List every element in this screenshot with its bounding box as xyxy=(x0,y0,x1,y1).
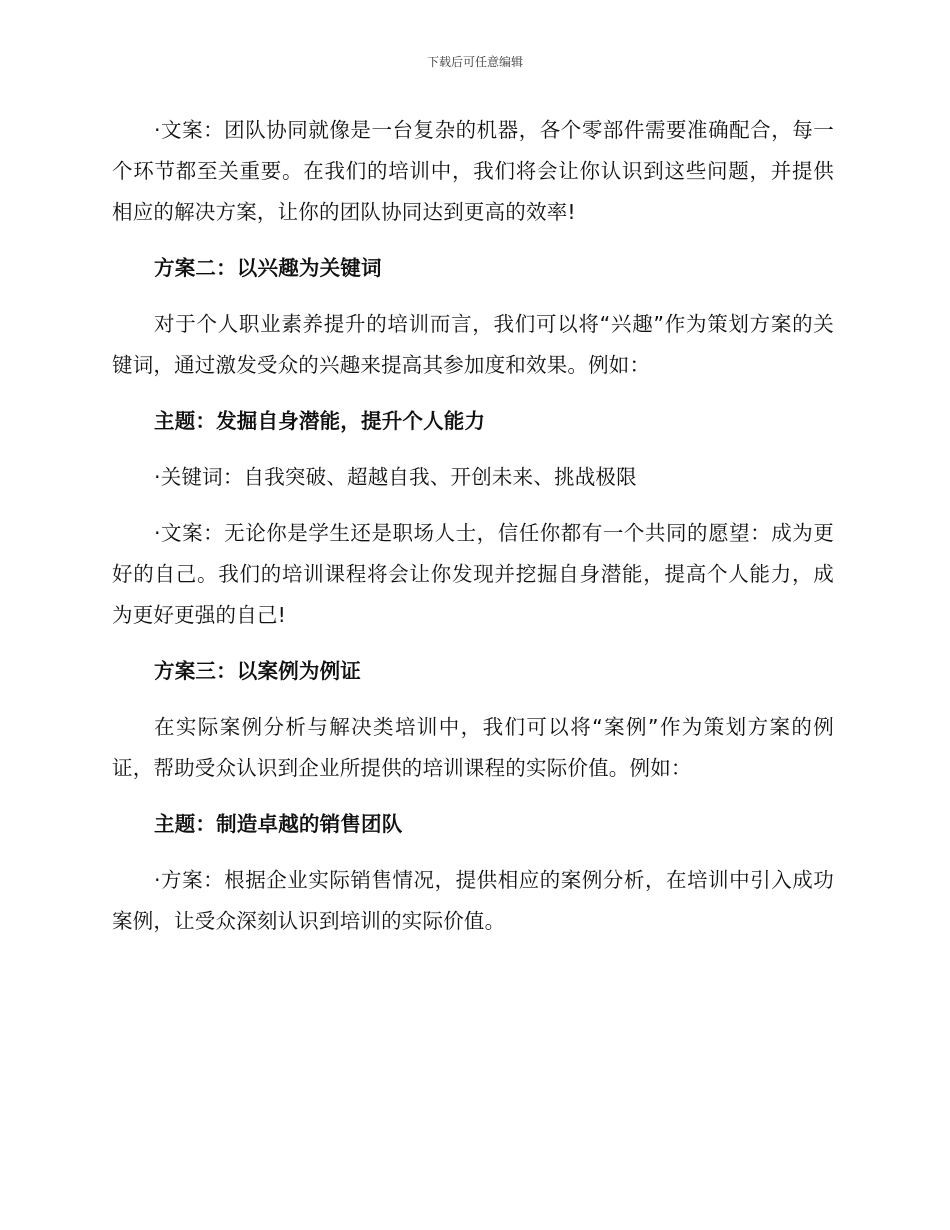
paragraph-case-intro: 在实际案例分析与解决类培训中，我们可以将“案例”作为策划方案的例证，帮助受众认识到企业所提供的培训课程的实际价值。例如： xyxy=(112,715,834,780)
heading-theme-sales-team: 主题：制造卓越的销售团队 xyxy=(154,812,403,836)
heading-plan-three: 方案三：以案例为例证 xyxy=(154,659,361,683)
paragraph-case-plan: ·方案：根据企业实际销售情况，提供相应的案例分析，在培训中引入成功案例，让受众深刻认识到培训的实际价值。 xyxy=(112,868,834,933)
paragraph-interest-intro: 对于个人职业素养提升的培训而言，我们可以将“兴趣”作为策划方案的关键词，通过激发受众的兴趣来提高其参加度和效果。例如： xyxy=(112,312,834,377)
page-header: 下载后可任意编辑 xyxy=(426,55,523,69)
heading-theme-potential: 主题：发掘自身潜能，提升个人能力 xyxy=(154,409,486,433)
heading-plan-two: 方案二：以兴趣为关键词 xyxy=(154,256,382,280)
paragraph-potential-copy: ·文案：无论你是学生还是职场人士，信任你都有一个共同的愿望：成为更好的自己。我们的培训课程将会让你发现并挖掘自身潜能，提高个人能力，成为更好更强的自己! xyxy=(112,521,834,627)
document-body xyxy=(112,110,834,957)
paragraph-keywords: ·关键词：自我突破、超越自我、开创未来、挑战极限 xyxy=(154,465,637,489)
paragraph-teamwork-copy: ·文案：团队协同就像是一台复杂的机器，各个零部件需要准确配合，每一个环节都至关重要。在我们的培训中，我们将会让你认识到这些问题，并提供相应的解决方案，让你的团队协同达到更高的效率! xyxy=(112,118,834,224)
